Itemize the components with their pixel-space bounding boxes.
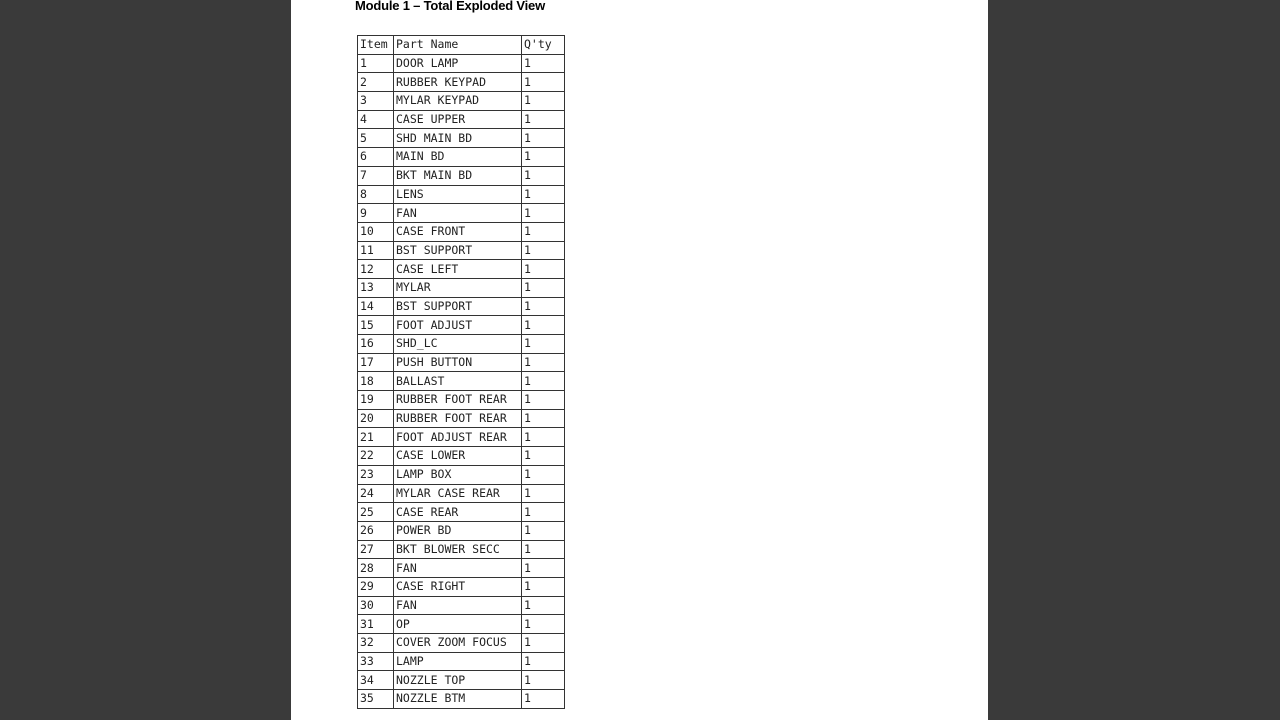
table-row <box>358 447 565 466</box>
cell-qty: 1 <box>522 521 565 540</box>
cell-part-name: SHD_LC <box>394 335 522 354</box>
page-title: Module 1 – Total Exploded View <box>355 0 545 13</box>
cell-qty: 1 <box>522 166 565 185</box>
cell-part-name: RUBBER FOOT REAR <box>394 391 522 410</box>
table-row <box>358 260 565 279</box>
cell-item: 11 <box>358 241 394 260</box>
cell-qty: 1 <box>522 316 565 335</box>
cell-part-name: MYLAR CASE REAR <box>394 484 522 503</box>
cell-qty: 1 <box>522 297 565 316</box>
cell-qty: 1 <box>522 540 565 559</box>
cell-item: 5 <box>358 129 394 148</box>
cell-item: 15 <box>358 316 394 335</box>
table-row <box>358 92 565 111</box>
table-row <box>358 335 565 354</box>
table-row <box>358 222 565 241</box>
cell-qty: 1 <box>522 335 565 354</box>
cell-qty: 1 <box>522 596 565 615</box>
cell-part-name: NOZZLE TOP <box>394 671 522 690</box>
cell-part-name: RUBBER KEYPAD <box>394 73 522 92</box>
cell-item: 8 <box>358 185 394 204</box>
table-row <box>358 671 565 690</box>
table-row <box>358 54 565 73</box>
cell-part-name: LAMP <box>394 652 522 671</box>
cell-item: 10 <box>358 222 394 241</box>
header-item: Item <box>358 36 394 55</box>
table-row <box>358 465 565 484</box>
table-row <box>358 652 565 671</box>
cell-qty: 1 <box>522 372 565 391</box>
cell-item: 14 <box>358 297 394 316</box>
cell-item: 12 <box>358 260 394 279</box>
table-row <box>358 185 565 204</box>
cell-part-name: COVER ZOOM FOCUS <box>394 634 522 653</box>
cell-part-name: FOOT ADJUST <box>394 316 522 335</box>
table-header-row <box>358 36 565 55</box>
table-row <box>358 521 565 540</box>
cell-part-name: FAN <box>394 559 522 578</box>
parts-table-body <box>358 54 565 708</box>
cell-part-name: BKT MAIN BD <box>394 166 522 185</box>
cell-item: 3 <box>358 92 394 111</box>
cell-item: 32 <box>358 634 394 653</box>
cell-qty: 1 <box>522 92 565 111</box>
cell-item: 2 <box>358 73 394 92</box>
table-row <box>358 596 565 615</box>
table-row <box>358 372 565 391</box>
cell-part-name: CASE FRONT <box>394 222 522 241</box>
cell-qty: 1 <box>522 690 565 709</box>
cell-qty: 1 <box>522 110 565 129</box>
cell-qty: 1 <box>522 278 565 297</box>
cell-qty: 1 <box>522 222 565 241</box>
cell-part-name: CASE REAR <box>394 503 522 522</box>
cell-part-name: FOOT ADJUST REAR <box>394 428 522 447</box>
cell-part-name: BST SUPPORT <box>394 241 522 260</box>
cell-item: 13 <box>358 278 394 297</box>
cell-qty: 1 <box>522 465 565 484</box>
cell-part-name: BALLAST <box>394 372 522 391</box>
cell-qty: 1 <box>522 185 565 204</box>
cell-item: 35 <box>358 690 394 709</box>
cell-part-name: BST SUPPORT <box>394 297 522 316</box>
cell-item: 22 <box>358 447 394 466</box>
cell-qty: 1 <box>522 615 565 634</box>
table-row <box>358 316 565 335</box>
table-row <box>358 391 565 410</box>
cell-qty: 1 <box>522 204 565 223</box>
cell-qty: 1 <box>522 260 565 279</box>
document-page <box>291 0 988 720</box>
cell-qty: 1 <box>522 652 565 671</box>
table-row <box>358 129 565 148</box>
table-row <box>358 615 565 634</box>
cell-item: 30 <box>358 596 394 615</box>
table-row <box>358 634 565 653</box>
cell-item: 28 <box>358 559 394 578</box>
cell-item: 31 <box>358 615 394 634</box>
cell-item: 25 <box>358 503 394 522</box>
table-row <box>358 148 565 167</box>
cell-item: 19 <box>358 391 394 410</box>
cell-item: 4 <box>358 110 394 129</box>
table-row <box>358 73 565 92</box>
cell-item: 7 <box>358 166 394 185</box>
cell-qty: 1 <box>522 559 565 578</box>
cell-part-name: LENS <box>394 185 522 204</box>
cell-part-name: DOOR LAMP <box>394 54 522 73</box>
table-row <box>358 204 565 223</box>
table-row <box>358 110 565 129</box>
cell-qty: 1 <box>522 409 565 428</box>
parts-table <box>357 35 565 709</box>
cell-part-name: SHD MAIN BD <box>394 129 522 148</box>
cell-item: 6 <box>358 148 394 167</box>
cell-item: 17 <box>358 353 394 372</box>
cell-qty: 1 <box>522 503 565 522</box>
cell-part-name: MAIN BD <box>394 148 522 167</box>
cell-item: 18 <box>358 372 394 391</box>
table-row <box>358 409 565 428</box>
cell-item: 23 <box>358 465 394 484</box>
cell-item: 27 <box>358 540 394 559</box>
cell-item: 20 <box>358 409 394 428</box>
cell-item: 21 <box>358 428 394 447</box>
cell-part-name: MYLAR KEYPAD <box>394 92 522 111</box>
cell-item: 33 <box>358 652 394 671</box>
cell-item: 26 <box>358 521 394 540</box>
cell-qty: 1 <box>522 484 565 503</box>
cell-part-name: CASE RIGHT <box>394 577 522 596</box>
cell-qty: 1 <box>522 447 565 466</box>
table-row <box>358 559 565 578</box>
cell-part-name: MYLAR <box>394 278 522 297</box>
cell-part-name: LAMP BOX <box>394 465 522 484</box>
cell-qty: 1 <box>522 54 565 73</box>
cell-item: 24 <box>358 484 394 503</box>
cell-part-name: RUBBER FOOT REAR <box>394 409 522 428</box>
cell-qty: 1 <box>522 148 565 167</box>
table-row <box>358 540 565 559</box>
table-row <box>358 278 565 297</box>
cell-part-name: BKT BLOWER SECC <box>394 540 522 559</box>
table-row <box>358 503 565 522</box>
cell-qty: 1 <box>522 671 565 690</box>
header-qty: Q'ty <box>522 36 565 55</box>
cell-item: 9 <box>358 204 394 223</box>
cell-qty: 1 <box>522 241 565 260</box>
cell-qty: 1 <box>522 428 565 447</box>
cell-item: 16 <box>358 335 394 354</box>
cell-part-name: CASE LEFT <box>394 260 522 279</box>
cell-part-name: PUSH BUTTON <box>394 353 522 372</box>
cell-part-name: NOZZLE BTM <box>394 690 522 709</box>
cell-part-name: CASE UPPER <box>394 110 522 129</box>
cell-part-name: OP <box>394 615 522 634</box>
cell-qty: 1 <box>522 634 565 653</box>
cell-part-name: POWER BD <box>394 521 522 540</box>
cell-qty: 1 <box>522 129 565 148</box>
table-row <box>358 428 565 447</box>
table-row <box>358 353 565 372</box>
cell-qty: 1 <box>522 353 565 372</box>
header-part-name: Part Name <box>394 36 522 55</box>
cell-qty: 1 <box>522 391 565 410</box>
table-row <box>358 484 565 503</box>
table-row <box>358 690 565 709</box>
cell-qty: 1 <box>522 577 565 596</box>
table-row <box>358 297 565 316</box>
cell-part-name: FAN <box>394 596 522 615</box>
cell-item: 34 <box>358 671 394 690</box>
cell-item: 29 <box>358 577 394 596</box>
table-row <box>358 577 565 596</box>
cell-qty: 1 <box>522 73 565 92</box>
table-row <box>358 166 565 185</box>
cell-part-name: CASE LOWER <box>394 447 522 466</box>
cell-part-name: FAN <box>394 204 522 223</box>
table-row <box>358 241 565 260</box>
cell-item: 1 <box>358 54 394 73</box>
